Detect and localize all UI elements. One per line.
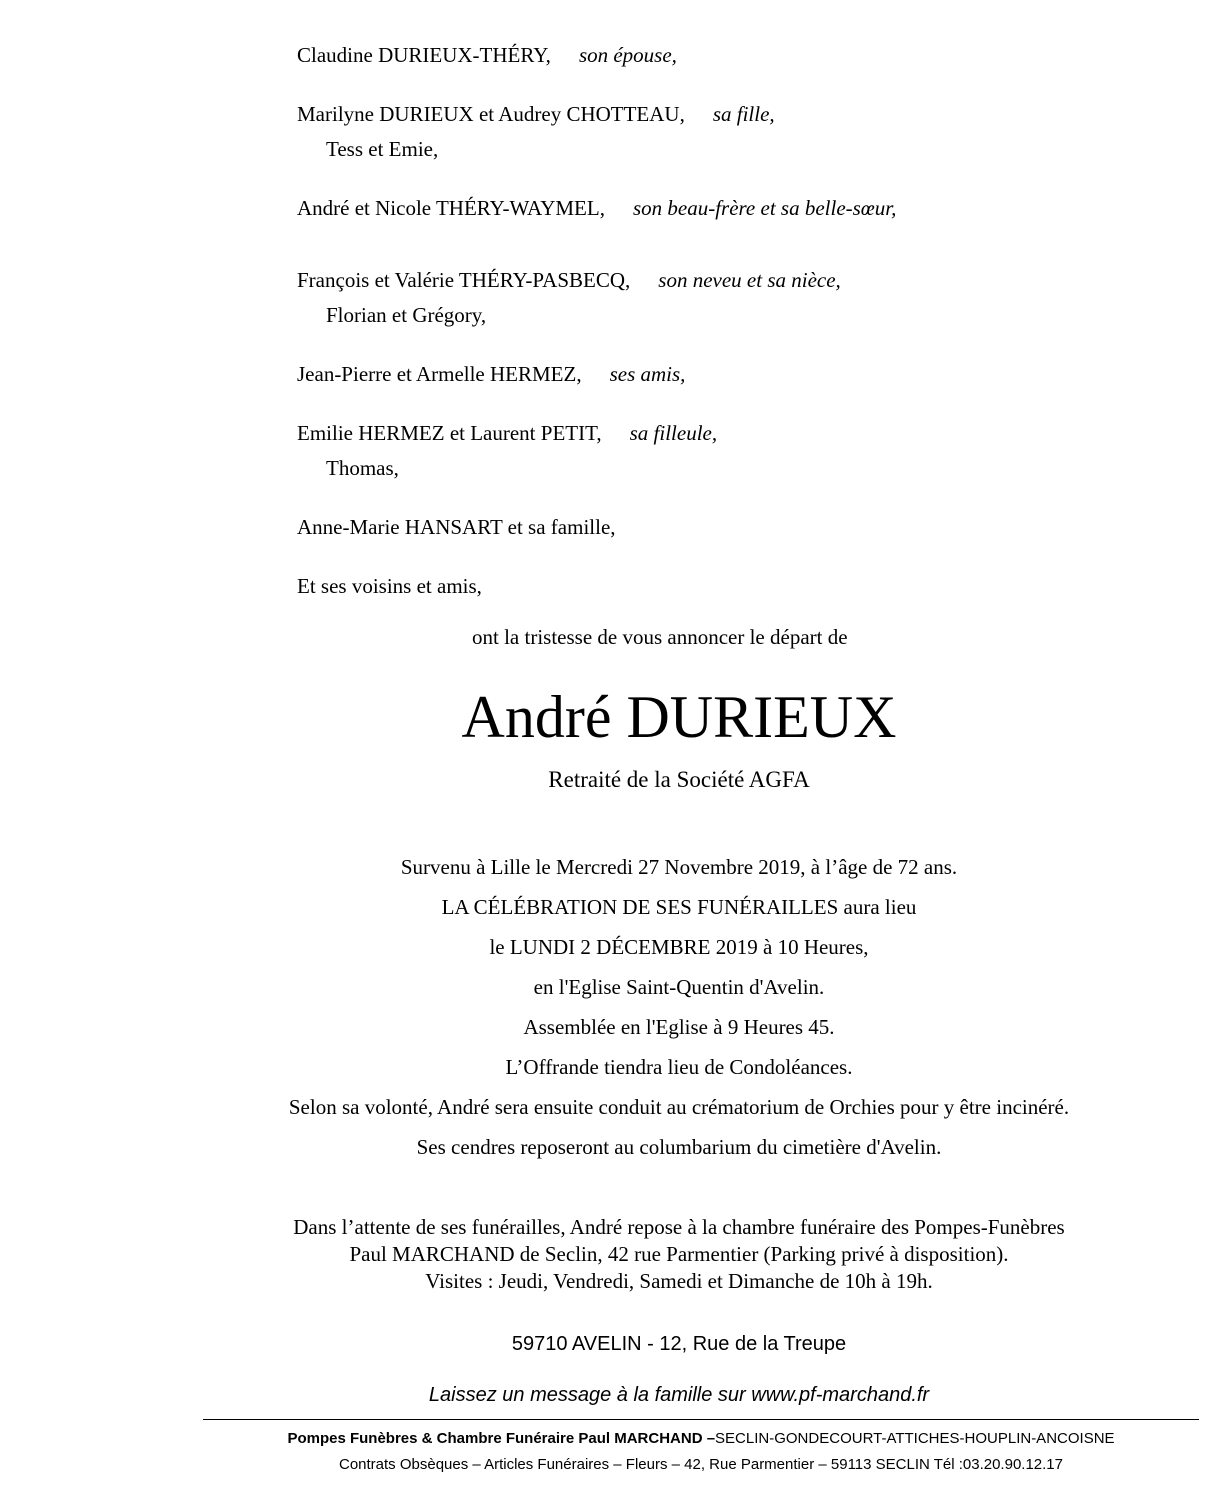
deceased-title: Retraité de la Société AGFA — [548, 767, 810, 792]
detail-death: Survenu à Lille le Mercredi 27 Novembre 2019, à l’âge de 72 ans. — [400, 855, 958, 879]
family-relation: son neveu et sa nièce, — [658, 268, 841, 292]
detail-church: en l'Eglise Saint-Quentin d'Avelin. — [533, 975, 825, 999]
family-relation: sa fille, — [712, 102, 775, 126]
family-subline: Florian et Grégory, — [326, 303, 487, 327]
family-line-hansart: Anne-Marie HANSART et sa famille, — [297, 515, 616, 539]
family-line-daughter — [297, 104, 775, 125]
message-line: Laissez un message à la famille sur www.pf-marchand.fr — [428, 1384, 930, 1406]
family-relation: son épouse, — [578, 43, 677, 67]
footer-divider — [203, 1419, 1199, 1420]
detail-offering: L’Offrande tiendra lieu de Condoléances. — [505, 1055, 853, 1079]
detail-assembly: Assemblée en l'Eglise à 9 Heures 45. — [523, 1015, 835, 1039]
deceased-name: André DURIEUX — [461, 684, 897, 750]
family-line-goddaughter — [297, 423, 717, 444]
family-relation: ses amis, — [609, 362, 686, 386]
family-name: François et Valérie THÉRY-PASBECQ, — [297, 268, 631, 292]
family-name: Claudine DURIEUX-THÉRY, — [297, 43, 551, 67]
footer-services: Contrats Obsèques – Articles Funéraires – Fleurs – 42, Rue Parmentier – 59113 SECLIN Tél :03.20.90.12.17 — [338, 1456, 1063, 1473]
detail-columbarium: Ses cendres reposeront au columbarium du cimetière d'Avelin. — [416, 1135, 942, 1159]
repose-line-2: Paul MARCHAND de Seclin, 42 rue Parmentier (Parking privé à disposition). — [349, 1242, 1009, 1266]
family-line-neighbors: Et ses voisins et amis, — [297, 574, 482, 598]
footer-company: Pompes Funèbres & Chambre Funéraire Paul MARCHAND – — [287, 1430, 716, 1447]
family-subline: Thomas, — [326, 456, 399, 480]
detail-celebration: LA CÉLÉBRATION DE SES FUNÉRAILLES aura lieu — [441, 895, 917, 919]
announcement-text: ont la tristesse de vous annoncer le départ de — [472, 625, 848, 649]
detail-crematorium: Selon sa volonté, André sera ensuite conduit au crématorium de Orchies pour y être incinéré. — [288, 1095, 1070, 1119]
family-name: André et Nicole THÉRY-WAYMEL, — [297, 196, 605, 220]
family-relation: son beau-frère et sa belle-sœur, — [632, 196, 897, 220]
family-line-nephew — [297, 270, 841, 291]
address-line: 59710 AVELIN - 12, Rue de la Treupe — [511, 1333, 847, 1355]
family-name: Marilyne DURIEUX et Audrey CHOTTEAU, — [297, 102, 685, 126]
repose-line-3: Visites : Jeudi, Vendredi, Samedi et Dimanche de 10h à 19h. — [425, 1269, 933, 1293]
family-relation: sa filleule, — [629, 421, 718, 445]
family-name: Jean-Pierre et Armelle HERMEZ, — [297, 362, 582, 386]
footer-company-line — [94, 1431, 1214, 1446]
family-line-brother-in-law — [297, 198, 896, 219]
family-line-friends — [297, 364, 685, 385]
detail-date: le LUNDI 2 DÉCEMBRE 2019 à 10 Heures, — [489, 935, 869, 959]
footer-locations: SECLIN-GONDECOURT-ATTICHES-HOUPLIN-ANCOISNE — [715, 1430, 1115, 1447]
family-subline: Tess et Emie, — [326, 137, 439, 161]
family-line-spouse — [297, 45, 677, 66]
family-name: Emilie HERMEZ et Laurent PETIT, — [297, 421, 602, 445]
repose-line-1: Dans l’attente de ses funérailles, André repose à la chambre funéraire des Pompes-Funèbres — [293, 1215, 1065, 1239]
